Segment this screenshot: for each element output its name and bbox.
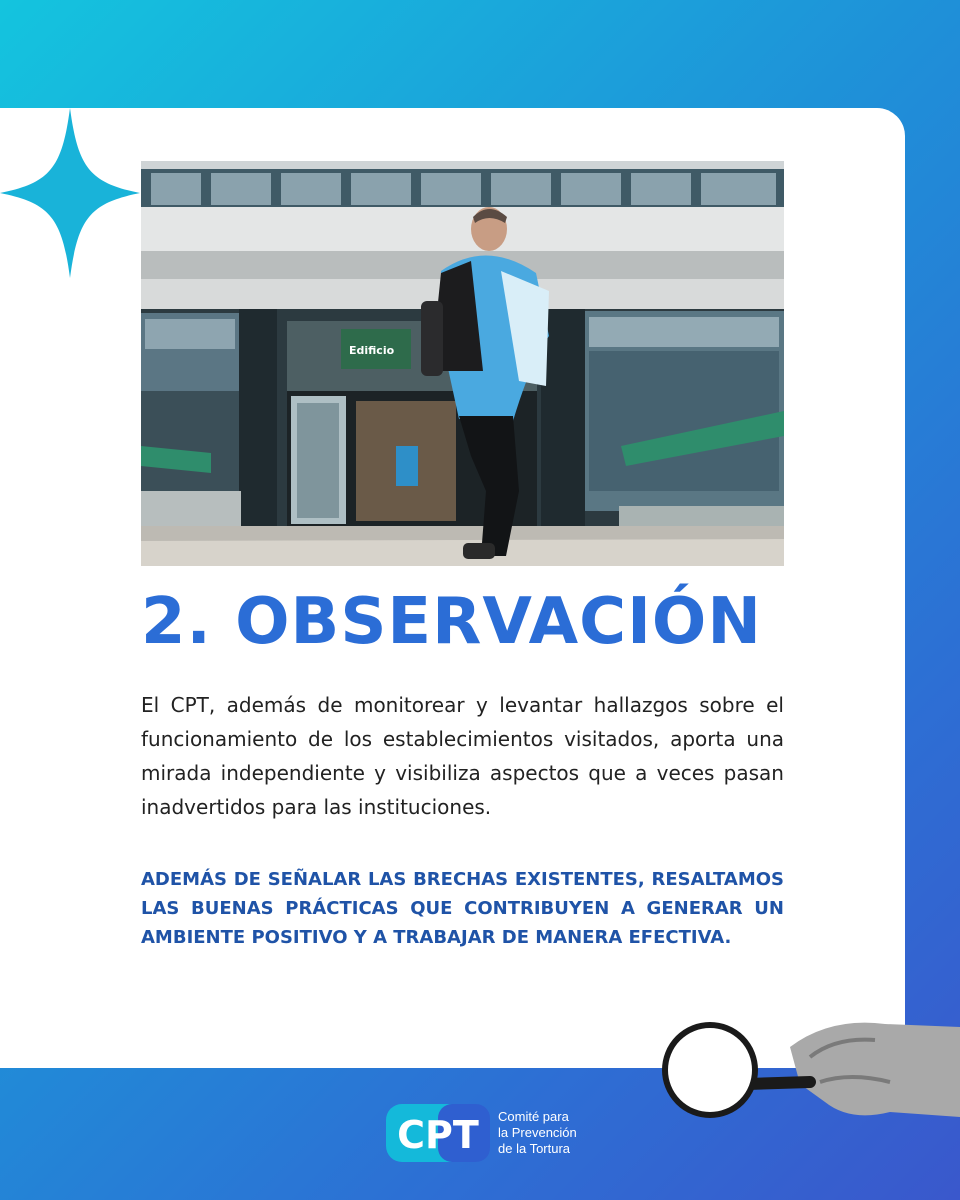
logo-line-1: Comité para: [498, 1109, 569, 1124]
cpt-logo-mark: [386, 1104, 490, 1162]
highlight-paragraph: ADEMÁS DE SEÑALAR LAS BRECHAS EXISTENTES, RESALTAMOS LAS BUENAS PRÁCTICAS QUE CONTRIBUYEN A GENERAR UN AMBIENTE POSITIVO Y A TRABAJAR DE MANERA EFECTIVA.: [141, 869, 784, 948]
logo-mark-text: CPT: [397, 1113, 479, 1157]
logo-text: [498, 1109, 577, 1157]
logo-line-2: la Prevención: [498, 1125, 577, 1140]
building-entrance-photo: [141, 161, 784, 566]
magnifying-glass-icon: [660, 1012, 960, 1132]
cpt-logo: [386, 1104, 577, 1162]
logo-line-3: de la Tortura: [498, 1141, 571, 1156]
page-title: 2. OBSERVACIÓN: [141, 585, 762, 659]
body-paragraph: El CPT, además de monitorear y levantar hallazgos sobre el funcionamiento de los establecimientos visitados, aporta una mirada independiente y visibiliza aspectos que a veces pasan inadvertidos para las instituciones.: [141, 693, 784, 819]
building-sign-text: Edificio: [349, 344, 395, 357]
four-point-star-icon: [0, 108, 140, 278]
